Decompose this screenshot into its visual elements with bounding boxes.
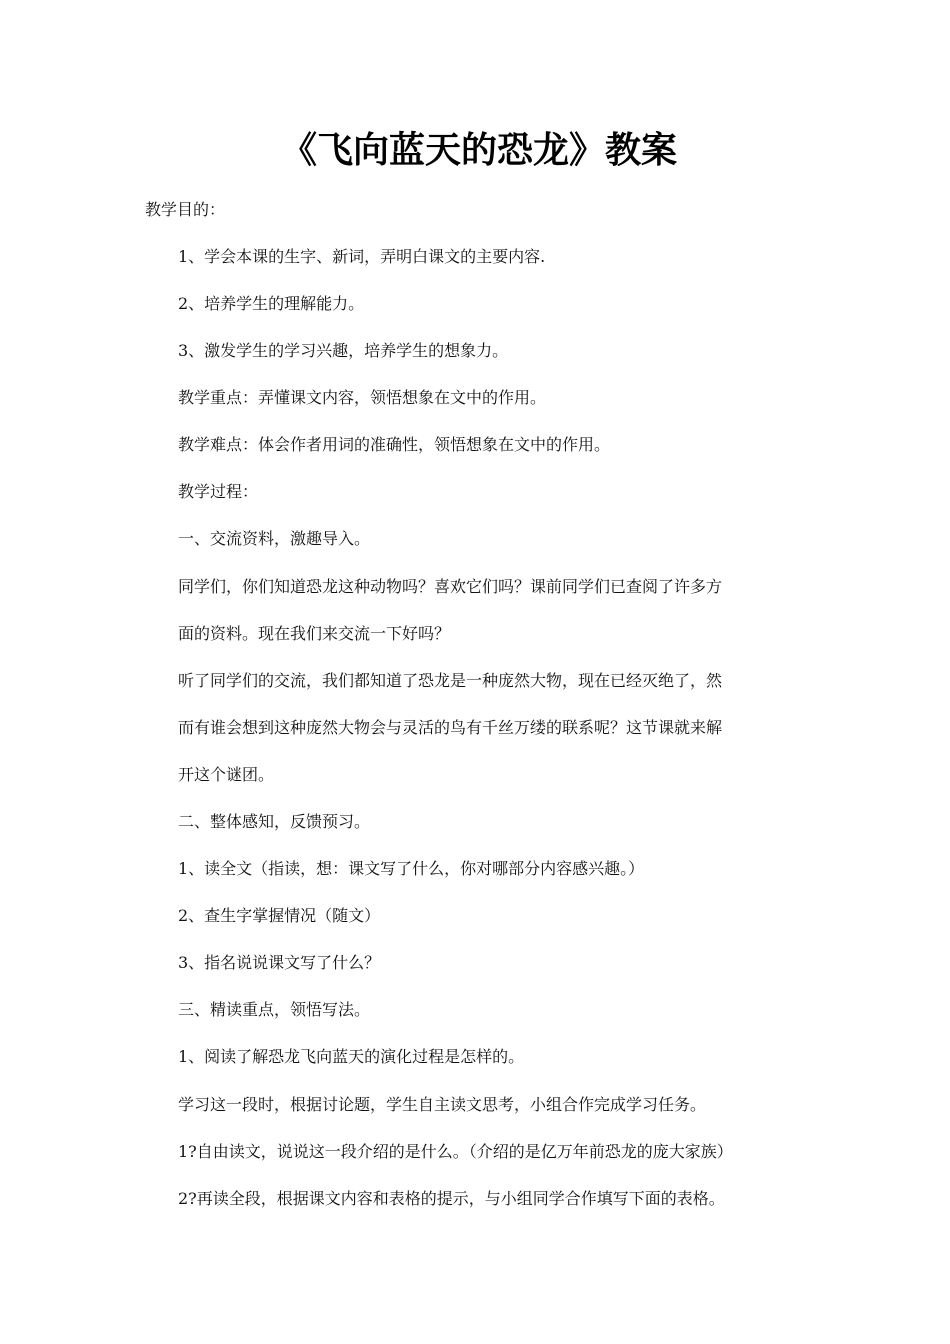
- paragraph-line: 3、激发学生的学习兴趣，培养学生的想象力。: [178, 341, 509, 360]
- paragraph-line: 一、交流资料，激趣导入。: [178, 529, 371, 548]
- section-heading-process: 教学过程：: [178, 482, 259, 501]
- paragraph-line: 三、精读重点，领悟写法。: [178, 1000, 371, 1019]
- paragraph-line: 面的资料。现在我们来交流一下好吗？: [178, 624, 451, 643]
- paragraph-line: 学习这一段时，根据讨论题，学生自主读文思考，小组合作完成学习任务。: [178, 1095, 707, 1114]
- paragraph-line: 2、培养学生的理解能力。: [178, 294, 365, 313]
- paragraph-line: 1、阅读了解恐龙飞向蓝天的演化过程是怎样的。: [178, 1047, 525, 1066]
- paragraph-line: 二、整体感知，反馈预习。: [178, 812, 371, 831]
- document-title: 《飞向蓝天的恐龙》教案: [280, 130, 677, 171]
- paragraph-line: 而有谁会想到这种庞然大物会与灵活的鸟有千丝万缕的联系呢？这节课就来解: [178, 718, 723, 737]
- paragraph-line: 2?再读全段，根据课文内容和表格的提示，与小组同学合作填写下面的表格。: [178, 1189, 725, 1208]
- paragraph-line: 1、读全文（指读，想：课文写了什么，你对哪部分内容感兴趣。）: [178, 859, 645, 878]
- paragraph-line: 同学们，你们知道恐龙这种动物吗？喜欢它们吗？课前同学们已查阅了许多方: [178, 577, 723, 596]
- paragraph-line: 开这个谜团。: [178, 765, 275, 784]
- paragraph-line: 1?自由读文，说说这一段介绍的是什么。（介绍的是亿万年前恐龙的庞大家族）: [178, 1142, 733, 1161]
- section-heading-objectives: 教学目的：: [145, 200, 226, 219]
- paragraph-line: 听了同学们的交流，我们都知道了恐龙是一种庞然大物，现在已经灭绝了，然: [178, 671, 723, 690]
- paragraph-line: 教学重点：弄懂课文内容，领悟想象在文中的作用。: [178, 388, 547, 407]
- paragraph-line: 教学难点：体会作者用词的准确性，领悟想象在文中的作用。: [178, 435, 611, 454]
- paragraph-line: 1、学会本课的生字、新词，弄明白课文的主要内容.: [178, 247, 546, 266]
- paragraph-line: 3、指名说说课文写了什么？: [178, 953, 381, 972]
- paragraph-line: 2、查生字掌握情况（随文）: [178, 906, 381, 925]
